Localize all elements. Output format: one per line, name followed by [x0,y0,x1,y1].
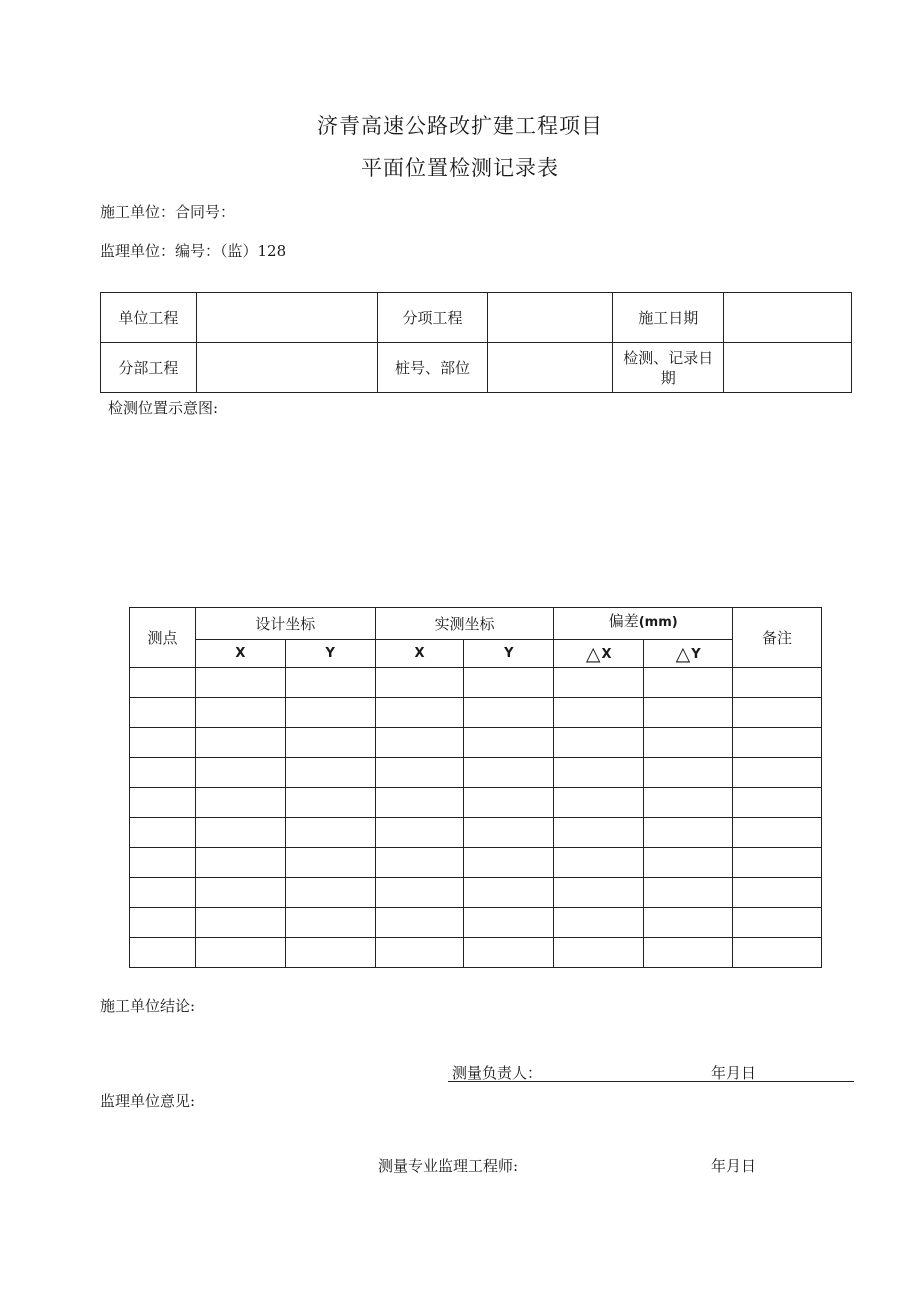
table-cell[interactable] [733,818,822,848]
col-header-design-coords: 设计坐标 [195,608,375,640]
measured-x-header: X [375,640,464,668]
document-subtitle: 平面位置检测记录表 [361,156,559,180]
table-row [130,848,822,878]
construction-conclusion-label: 施工单位结论: [100,997,196,1015]
table-row [101,343,852,393]
table-cell[interactable] [554,818,644,848]
table-cell[interactable] [195,848,285,878]
table-cell[interactable] [195,668,285,698]
table-cell[interactable] [464,758,554,788]
table-cell[interactable] [130,698,196,728]
table-cell[interactable] [644,788,733,818]
table-cell[interactable] [130,788,196,818]
table-cell[interactable] [195,908,285,938]
construction-date-value[interactable] [724,293,852,343]
construction-date-label: 施工日期 [613,293,724,343]
deviation-label: 偏差 [608,612,639,630]
table-cell[interactable] [554,788,644,818]
table-cell[interactable] [285,698,375,728]
table-cell[interactable] [464,878,554,908]
table-cell[interactable] [554,938,644,968]
table-cell[interactable] [644,938,733,968]
table-cell[interactable] [464,728,554,758]
table-row [130,878,822,908]
sub-item-project-label: 分项工程 [377,293,488,343]
measurement-table [129,607,822,968]
table-cell[interactable] [195,788,285,818]
table-row [130,908,822,938]
unit-project-label: 单位工程 [101,293,197,343]
design-x-header: X [195,640,285,668]
table-row [101,293,852,343]
table-cell[interactable] [375,758,464,788]
table-subheader-row [130,640,822,668]
table-cell[interactable] [644,758,733,788]
table-cell[interactable] [130,848,196,878]
table-cell[interactable] [195,878,285,908]
table-cell[interactable] [464,668,554,698]
table-cell[interactable] [733,668,822,698]
table-cell[interactable] [195,728,285,758]
table-row [130,938,822,968]
table-cell[interactable] [130,728,196,758]
table-cell[interactable] [285,878,375,908]
supervision-opinion-label: 监理单位意见: [100,1092,196,1110]
table-cell[interactable] [195,698,285,728]
table-cell[interactable] [464,848,554,878]
col-header-measured-coords: 实测坐标 [375,608,554,640]
table-cell[interactable] [644,668,733,698]
survey-leader-date: 年月日 [711,1064,757,1082]
table-cell[interactable] [130,818,196,848]
survey-engineer-date: 年月日 [711,1157,757,1175]
table-cell[interactable] [554,698,644,728]
table-cell[interactable] [733,788,822,818]
table-cell[interactable] [375,848,464,878]
table-cell[interactable] [375,878,464,908]
table-row [130,698,822,728]
unit-project-value[interactable] [196,293,377,343]
col-header-point: 测点 [130,608,196,668]
delta-y-header: △Y [644,640,733,668]
deviation-unit: (mm) [638,615,678,630]
table-cell[interactable] [195,938,285,968]
table-row [130,728,822,758]
table-row [130,788,822,818]
table-cell[interactable] [733,908,822,938]
station-location-value[interactable] [488,343,613,393]
construction-unit-line: 施工单位：合同号： [100,203,236,221]
table-row [130,818,822,848]
table-cell[interactable] [554,908,644,938]
table-cell[interactable] [733,848,822,878]
sub-item-project-value[interactable] [488,293,613,343]
survey-engineer-label: 测量专业监理工程师: [378,1157,519,1175]
table-cell[interactable] [285,788,375,818]
survey-leader-label: 测量负责人： [452,1064,543,1082]
table-cell[interactable] [554,728,644,758]
table-cell[interactable] [195,758,285,788]
table-cell[interactable] [375,668,464,698]
delta-x-header: △X [554,640,644,668]
table-cell[interactable] [464,938,554,968]
division-project-label: 分部工程 [101,343,197,393]
table-cell[interactable] [375,728,464,758]
table-cell[interactable] [644,698,733,728]
supervision-unit-line: 监理单位：编号：（监）128 [100,242,287,260]
table-row [130,668,822,698]
delta-icon: △ [675,642,691,665]
table-cell[interactable] [464,818,554,848]
table-cell[interactable] [285,938,375,968]
table-cell[interactable] [130,938,196,968]
table-cell[interactable] [644,818,733,848]
table-cell[interactable] [644,728,733,758]
col-header-deviation [554,608,733,640]
table-cell[interactable] [464,908,554,938]
table-cell[interactable] [464,698,554,728]
table-cell[interactable] [285,758,375,788]
table-cell[interactable] [285,908,375,938]
table-cell[interactable] [554,758,644,788]
table-cell[interactable] [375,698,464,728]
table-cell[interactable] [130,758,196,788]
station-location-label: 桩号、部位 [377,343,488,393]
table-cell[interactable] [375,938,464,968]
diagram-label: 检测位置示意图: [108,399,219,417]
table-cell[interactable] [554,668,644,698]
table-cell[interactable] [554,848,644,878]
table-cell[interactable] [195,818,285,848]
table-cell[interactable] [375,788,464,818]
table-cell[interactable] [375,818,464,848]
table-cell[interactable] [130,668,196,698]
record-date-value[interactable] [724,343,852,393]
table-cell[interactable] [733,728,822,758]
design-y-header: Y [285,640,375,668]
table-cell[interactable] [130,908,196,938]
table-cell[interactable] [733,938,822,968]
measurement-rows [130,668,822,968]
signature-line [448,1081,854,1082]
table-cell[interactable] [733,878,822,908]
table-cell[interactable] [285,668,375,698]
record-date-label: 检测、记录日期 [613,343,724,393]
project-info-table [100,292,852,393]
table-cell[interactable] [733,698,822,728]
col-header-remark: 备注 [733,608,822,668]
table-cell[interactable] [285,818,375,848]
table-cell[interactable] [285,848,375,878]
table-cell[interactable] [733,758,822,788]
table-cell[interactable] [464,788,554,818]
division-project-value[interactable] [196,343,377,393]
table-row [130,758,822,788]
table-cell[interactable] [285,728,375,758]
table-cell[interactable] [130,878,196,908]
table-cell[interactable] [644,908,733,938]
table-header-row [130,608,822,640]
table-cell[interactable] [554,878,644,908]
table-cell[interactable] [644,878,733,908]
document-title: 济青高速公路改扩建工程项目 [317,114,603,138]
table-cell[interactable] [375,908,464,938]
measured-y-header: Y [464,640,554,668]
table-cell[interactable] [644,848,733,878]
delta-icon: △ [585,642,601,665]
